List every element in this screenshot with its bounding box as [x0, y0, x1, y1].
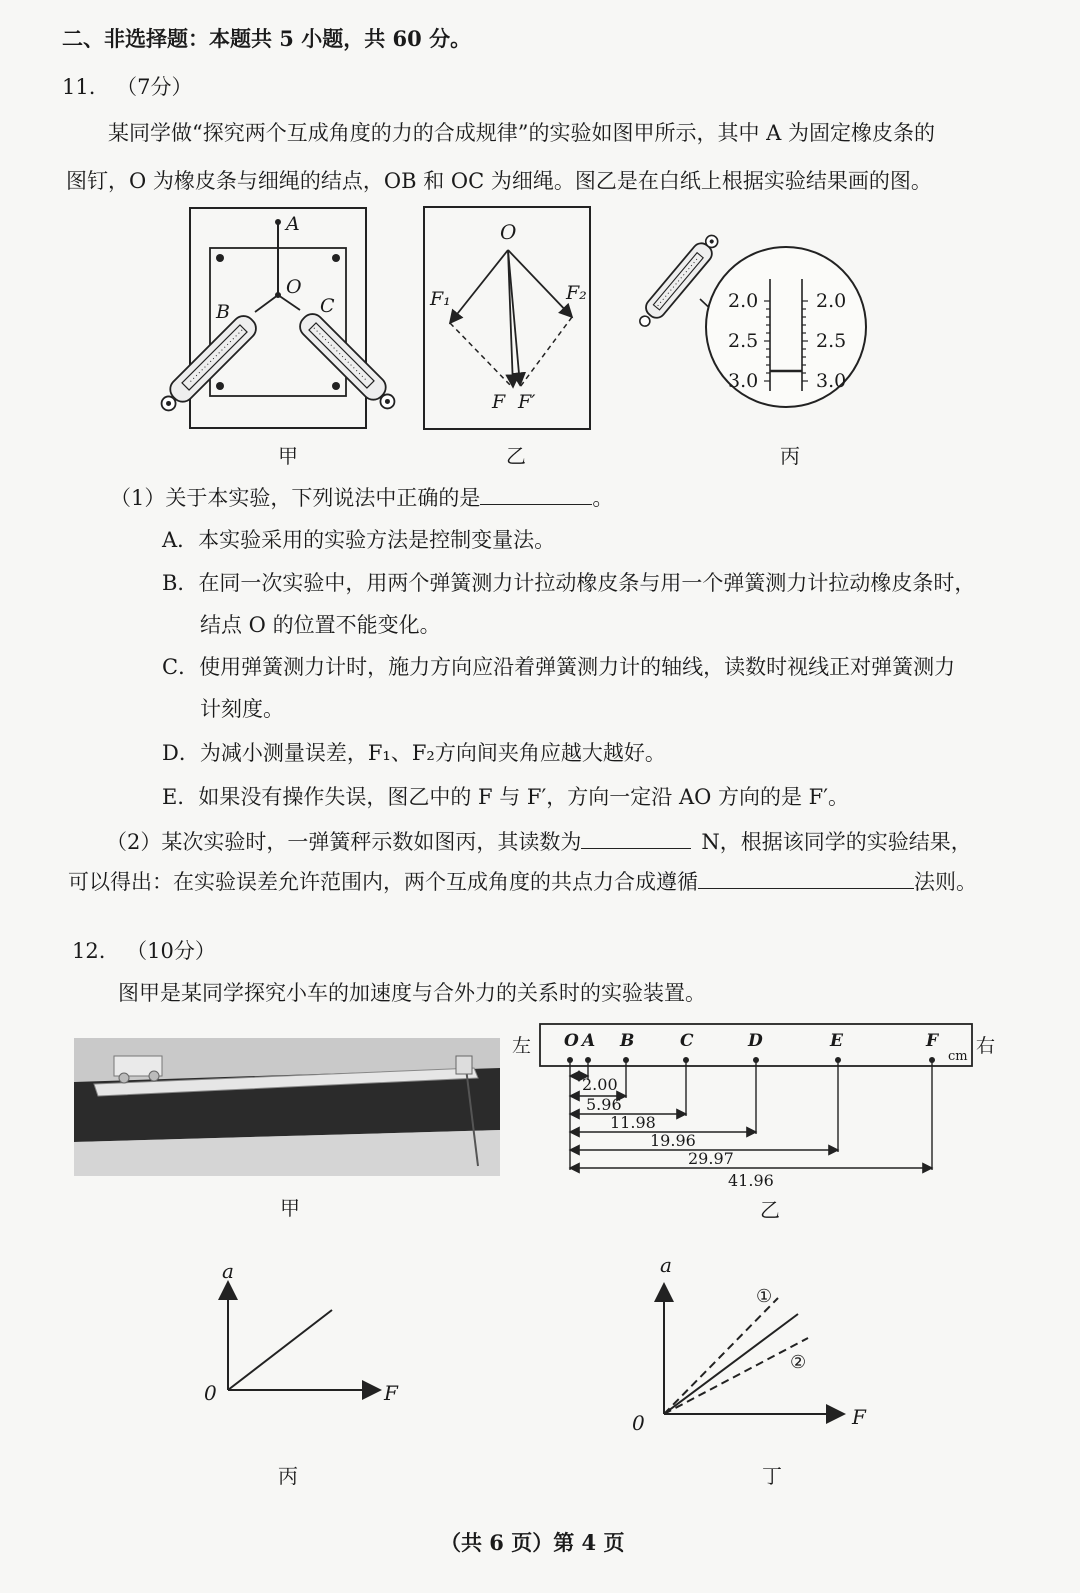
label-F1: F₁	[430, 288, 451, 310]
dist-OA: 2.00	[582, 1075, 618, 1094]
q12-points: （10分）	[126, 939, 216, 963]
label-F: F	[492, 391, 506, 413]
dist-OD: 19.96	[650, 1131, 696, 1150]
label-A: A	[286, 213, 300, 235]
caption-yi: 乙	[506, 444, 526, 468]
point-A: A	[582, 1031, 596, 1051]
solid-line	[664, 1314, 798, 1414]
q11-intro-line1: 某同学做“探究两个互成角度的力的合成规律”的实验如图甲所示，其中 A 为固定橡皮条的	[108, 121, 935, 145]
q12-graph-bing	[196, 1258, 416, 1418]
line-label-1: ①	[756, 1286, 773, 1307]
caption-q12-jia: 甲	[280, 1196, 300, 1220]
section-heading: 二、非选择题：本题共 5 小题，共 60 分。	[62, 26, 472, 51]
caption-q12-yi: 乙	[760, 1198, 780, 1222]
q11-option-B-line1: B．在同一次实验中，用两个弹簧测力计拉动橡皮条与用一个弹簧测力计拉动橡皮条时，	[162, 571, 976, 595]
q11-header	[62, 72, 192, 102]
tape-left-label: 左	[512, 1035, 532, 1057]
q11-figure-jia	[160, 200, 410, 430]
graph-bing-origin: 0	[204, 1381, 217, 1405]
point-O: O	[564, 1031, 579, 1051]
caption-jia: 甲	[278, 444, 298, 468]
tape-right-label: 右	[976, 1035, 996, 1057]
q11-number: 11.	[62, 75, 96, 99]
graph-bing-ylabel: a	[222, 1259, 234, 1283]
q11-option-E: E．如果没有操作失误，图乙中的 F 与 F′，方向一定沿 AO 方向的是 F′。	[162, 785, 850, 809]
q11-figure-yi	[420, 205, 595, 433]
label-O-yi: O	[500, 220, 517, 244]
dist-OB: 5.96	[586, 1095, 622, 1114]
q11-sub2-line1: （2）某次实验时，一弹簧秤示数如图丙，其读数为 N，根据该同学的实验结果，	[106, 826, 972, 857]
line-label-2: ②	[790, 1352, 807, 1373]
point-C: C	[680, 1031, 694, 1051]
q11-sub1: （1）关于本实验，下列说法中正确的是 。	[110, 482, 613, 513]
answer-blank-1[interactable]	[480, 482, 592, 505]
label-C: C	[320, 295, 335, 317]
right-scale-2-5: 2.5	[816, 330, 847, 352]
label-B: B	[216, 301, 230, 323]
page-footer: （共 6 页）第 4 页	[440, 1530, 625, 1555]
graph-ding-xlabel: F	[852, 1405, 866, 1429]
caption-q12-ding: 丁	[762, 1464, 782, 1488]
dashed-line-2	[664, 1338, 808, 1414]
graph-ding-origin: 0	[632, 1411, 645, 1435]
q11-option-B-line2: 结点 O 的位置不能变化。	[200, 613, 441, 637]
left-scale-3-0: 3.0	[728, 370, 759, 392]
point-F: F	[926, 1031, 939, 1051]
caption-bing: 丙	[780, 444, 800, 468]
q12-photo-jia	[74, 1038, 500, 1176]
point-D: D	[748, 1031, 763, 1051]
dist-OF: 41.96	[728, 1171, 774, 1190]
caption-q12-bing: 丙	[278, 1464, 298, 1488]
a-F-line	[228, 1310, 332, 1390]
q11-option-C-line2: 计刻度。	[200, 697, 284, 721]
graph-ding-ylabel: a	[660, 1253, 672, 1277]
point-E: E	[830, 1031, 843, 1051]
right-scale-3-0: 3.0	[816, 370, 847, 392]
label-Fprime: F′	[518, 391, 536, 413]
label-F2: F₂	[566, 282, 587, 304]
left-scale-2-5: 2.5	[728, 330, 759, 352]
label-O: O	[286, 276, 302, 298]
q11-points: （7分）	[116, 75, 193, 99]
right-scale-2-0: 2.0	[816, 290, 847, 312]
point-B: B	[620, 1031, 635, 1051]
answer-blank-3[interactable]	[698, 866, 914, 889]
dist-OC: 11.98	[610, 1113, 656, 1132]
left-scale-2-0: 2.0	[728, 290, 759, 312]
graph-bing-xlabel: F	[384, 1381, 398, 1405]
dist-OE: 29.97	[688, 1149, 734, 1168]
q12-graph-ding	[620, 1246, 880, 1436]
q12-intro: 图甲是某同学探究小车的加速度与合外力的关系时的实验装置。	[118, 981, 706, 1005]
q11-intro-line2: 图钉，O 为橡皮条与细绳的结点，OB 和 OC 为细绳。图乙是在白纸上根据实验结果画的图。	[66, 169, 932, 193]
q11-option-A: A．本实验采用的实验方法是控制变量法。	[162, 528, 556, 552]
q12-number: 12.	[72, 939, 106, 963]
q11-option-D: D．为减小测量误差，F₁、F₂方向间夹角应越大越好。	[162, 741, 666, 765]
q12-header	[72, 936, 216, 966]
answer-blank-2[interactable]	[581, 826, 691, 849]
q12-tape-yi	[508, 1018, 1002, 1198]
q11-option-C-line1: C．使用弹簧测力计时，施力方向应沿着弹簧测力计的轴线，读数时视线正对弹簧测力	[162, 655, 956, 679]
tape-unit: cm	[948, 1049, 968, 1064]
q11-sub2-line2: 可以得出：在实验误差允许范围内，两个互成角度的共点力合成遵循 法则。	[68, 866, 977, 897]
dashed-line-1	[664, 1298, 778, 1414]
q11-figure-bing	[630, 215, 880, 435]
